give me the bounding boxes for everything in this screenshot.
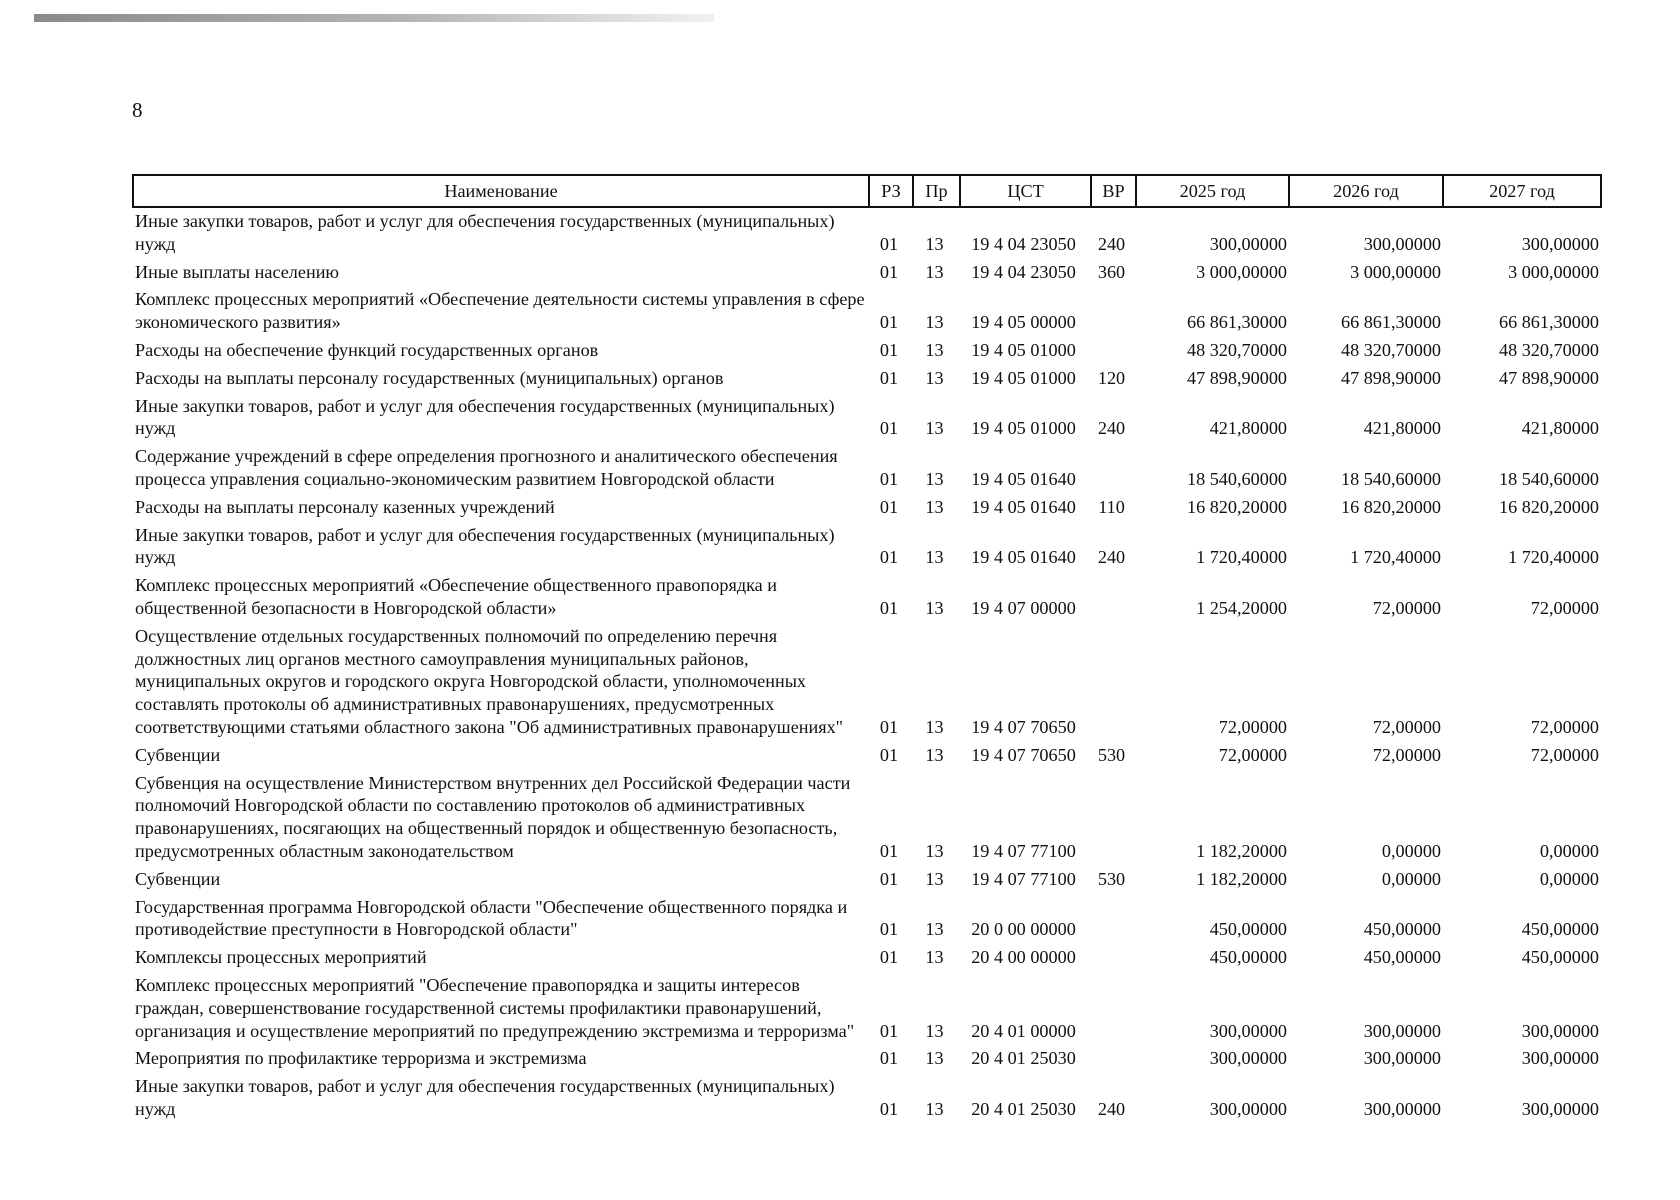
cell-vr: 360 xyxy=(1097,261,1126,282)
cell-2025: 1 720,40000 xyxy=(1196,547,1287,568)
cell-cst: 19 4 04 23050 xyxy=(971,261,1076,282)
cell-cst: 19 4 07 77100 xyxy=(971,840,1076,861)
table-row xyxy=(133,744,1601,772)
cell-2025: 421,80000 xyxy=(1209,418,1287,439)
table-row xyxy=(133,288,1601,339)
cell-name: Расходы на выплаты персоналу государственных (муниципальных) органов xyxy=(135,367,724,388)
cell-2025: 66 861,30000 xyxy=(1186,312,1287,333)
cell-2027: 450,00000 xyxy=(1521,947,1599,968)
page-number: 8 xyxy=(132,98,143,122)
cell-rz: 01 xyxy=(879,468,899,489)
cell-rz: 01 xyxy=(879,1048,899,1069)
cell-2026: 72,00000 xyxy=(1372,716,1441,737)
cell-name: Иные закупки товаров, работ и услуг для обеспечения государственных (муниципальных) нужд xyxy=(135,395,835,439)
cell-cst: 19 4 05 01640 xyxy=(971,468,1076,489)
cell-2026: 72,00000 xyxy=(1372,597,1441,618)
cell-rz: 01 xyxy=(879,840,899,861)
cell-vr: 240 xyxy=(1097,547,1126,568)
cell-rz: 01 xyxy=(879,496,899,517)
cell-vr: 530 xyxy=(1097,868,1126,889)
cell-cst: 19 4 07 70650 xyxy=(971,744,1076,765)
cell-pr: 13 xyxy=(925,233,944,254)
header-2025: 2025 год xyxy=(1136,175,1289,207)
cell-rz: 01 xyxy=(879,597,899,618)
cell-name: Расходы на обеспечение функций государственных органов xyxy=(135,339,599,360)
cell-2026: 0,00000 xyxy=(1381,868,1441,889)
cell-vr: 240 xyxy=(1097,233,1126,254)
cell-cst: 19 4 05 00000 xyxy=(971,312,1076,333)
cell-2026: 72,00000 xyxy=(1372,744,1441,765)
cell-pr: 13 xyxy=(925,1098,944,1119)
table-row xyxy=(133,496,1601,524)
cell-name: Иные закупки товаров, работ и услуг для обеспечения государственных (муниципальных) нужд xyxy=(135,211,835,254)
cell-pr: 13 xyxy=(925,367,944,388)
cell-cst: 20 4 01 25030 xyxy=(971,1098,1076,1119)
cell-2026: 450,00000 xyxy=(1363,919,1441,940)
cell-pr: 13 xyxy=(925,716,944,737)
cell-cst: 19 4 05 01640 xyxy=(971,496,1076,517)
cell-cst: 19 4 05 01000 xyxy=(971,367,1076,388)
cell-vr xyxy=(1091,896,1136,947)
cell-name: Субвенции xyxy=(135,868,221,889)
cell-2025: 47 898,90000 xyxy=(1186,367,1287,388)
cell-2026: 3 000,00000 xyxy=(1350,261,1441,282)
table-row xyxy=(133,974,1601,1047)
cell-2027: 0,00000 xyxy=(1539,868,1599,889)
cell-vr xyxy=(1091,974,1136,1047)
cell-cst: 20 4 01 00000 xyxy=(971,1020,1076,1041)
table-row xyxy=(133,207,1601,261)
cell-rz: 01 xyxy=(879,947,899,968)
table-row xyxy=(133,261,1601,289)
header-row xyxy=(133,175,1601,207)
cell-rz: 01 xyxy=(879,233,899,254)
cell-2026: 300,00000 xyxy=(1363,1020,1441,1041)
cell-2026: 0,00000 xyxy=(1381,840,1441,861)
table-row xyxy=(133,1047,1601,1075)
cell-name: Комплекс процессных мероприятий «Обеспечение общественного правопорядка и общественной безопасности в Новгородской области» xyxy=(135,575,778,618)
cell-rz: 01 xyxy=(879,744,899,765)
cell-2027: 72,00000 xyxy=(1530,716,1599,737)
cell-cst: 19 4 07 77100 xyxy=(971,868,1076,889)
header-vr: ВР xyxy=(1091,175,1136,207)
cell-2027: 48 320,70000 xyxy=(1498,339,1599,360)
cell-2025: 1 254,20000 xyxy=(1196,597,1287,618)
cell-pr: 13 xyxy=(925,1020,944,1041)
cell-pr: 13 xyxy=(925,496,944,517)
cell-rz: 01 xyxy=(879,367,899,388)
cell-rz: 01 xyxy=(879,312,899,333)
cell-pr: 13 xyxy=(925,868,944,889)
cell-name: Субвенции xyxy=(135,744,221,765)
cell-rz: 01 xyxy=(879,418,899,439)
cell-name: Иные закупки товаров, работ и услуг для обеспечения государственных (муниципальных) нужд xyxy=(135,1076,835,1119)
cell-name: Иные закупки товаров, работ и услуг для обеспечения государственных (муниципальных) нужд xyxy=(135,524,835,568)
cell-rz: 01 xyxy=(879,919,899,940)
cell-name: Мероприятия по профилактике терроризма и экстремизма xyxy=(135,1048,587,1069)
cell-pr: 13 xyxy=(925,261,944,282)
cell-vr xyxy=(1091,1047,1136,1075)
cell-vr xyxy=(1091,574,1136,625)
cell-cst: 19 4 07 70650 xyxy=(971,716,1076,737)
cell-2026: 300,00000 xyxy=(1363,233,1441,254)
table-row xyxy=(133,367,1601,395)
cell-vr: 110 xyxy=(1098,496,1125,517)
cell-cst: 19 4 07 00000 xyxy=(971,597,1076,618)
header-pr: Пр xyxy=(913,175,960,207)
header-2027: 2027 год xyxy=(1443,175,1601,207)
cell-pr: 13 xyxy=(925,468,944,489)
cell-2025: 1 182,20000 xyxy=(1196,868,1287,889)
table-row xyxy=(133,625,1601,744)
cell-2027: 300,00000 xyxy=(1521,1048,1599,1069)
cell-name: Комплекс процессных мероприятий "Обеспечение правопорядка и защиты интересов граждан, совершенствование государственной системы профилактики правонарушений, организация и осуществление мероприятий по предупреждению экстремизма и терроризма" xyxy=(135,974,855,1041)
cell-name: Комплекс процессных мероприятий «Обеспечение деятельности системы управления в сфере экономического развития» xyxy=(135,289,865,333)
cell-pr: 13 xyxy=(925,339,944,360)
cell-2025: 450,00000 xyxy=(1209,947,1287,968)
cell-pr: 13 xyxy=(925,1048,944,1069)
cell-vr xyxy=(1091,445,1136,496)
cell-pr: 13 xyxy=(925,744,944,765)
cell-2027: 18 540,60000 xyxy=(1498,468,1599,489)
cell-2027: 1 720,40000 xyxy=(1508,547,1599,568)
cell-2026: 47 898,90000 xyxy=(1340,367,1441,388)
cell-2027: 66 861,30000 xyxy=(1498,312,1599,333)
cell-cst: 19 4 05 01000 xyxy=(971,418,1076,439)
cell-2026: 300,00000 xyxy=(1363,1098,1441,1119)
table-row xyxy=(133,445,1601,496)
cell-cst: 19 4 05 01000 xyxy=(971,339,1076,360)
cell-2026: 16 820,20000 xyxy=(1340,496,1441,517)
cell-2026: 18 540,60000 xyxy=(1340,468,1441,489)
cell-vr: 120 xyxy=(1097,367,1126,388)
cell-cst: 20 4 01 25030 xyxy=(971,1048,1076,1069)
cell-vr xyxy=(1091,288,1136,339)
cell-2026: 1 720,40000 xyxy=(1350,547,1441,568)
table-row xyxy=(133,524,1601,575)
cell-name: Иные выплаты населению xyxy=(135,261,340,282)
cell-2025: 16 820,20000 xyxy=(1186,496,1287,517)
cell-cst: 19 4 05 01640 xyxy=(971,547,1076,568)
cell-2025: 300,00000 xyxy=(1209,1098,1287,1119)
cell-2027: 300,00000 xyxy=(1521,1020,1599,1041)
table-row xyxy=(133,772,1601,868)
cell-rz: 01 xyxy=(879,261,899,282)
cell-2027: 72,00000 xyxy=(1530,597,1599,618)
cell-2025: 72,00000 xyxy=(1218,716,1287,737)
cell-2025: 18 540,60000 xyxy=(1186,468,1287,489)
cell-2027: 72,00000 xyxy=(1530,744,1599,765)
cell-pr: 13 xyxy=(925,919,944,940)
cell-cst: 20 0 00 00000 xyxy=(971,919,1076,940)
table-header xyxy=(133,175,1601,207)
cell-2025: 48 320,70000 xyxy=(1186,339,1287,360)
cell-2026: 450,00000 xyxy=(1363,947,1441,968)
cell-rz: 01 xyxy=(879,1020,899,1041)
cell-rz: 01 xyxy=(879,868,899,889)
table-body xyxy=(133,207,1601,1126)
cell-vr: 240 xyxy=(1097,1098,1126,1119)
cell-cst: 19 4 04 23050 xyxy=(971,233,1076,254)
table-row xyxy=(133,395,1601,446)
table-row xyxy=(133,868,1601,896)
cell-vr xyxy=(1091,339,1136,367)
table-row xyxy=(133,896,1601,947)
cell-vr xyxy=(1091,772,1136,868)
cell-pr: 13 xyxy=(925,597,944,618)
cell-vr: 530 xyxy=(1097,744,1126,765)
cell-cst: 20 4 00 00000 xyxy=(971,947,1076,968)
cell-2026: 421,80000 xyxy=(1363,418,1441,439)
cell-vr xyxy=(1091,625,1136,744)
cell-pr: 13 xyxy=(925,840,944,861)
cell-pr: 13 xyxy=(925,312,944,333)
cell-2027: 421,80000 xyxy=(1521,418,1599,439)
header-cst: ЦСТ xyxy=(960,175,1091,207)
cell-name: Комплексы процессных мероприятий xyxy=(135,947,427,968)
cell-2026: 300,00000 xyxy=(1363,1048,1441,1069)
budget-table xyxy=(132,174,1602,1126)
header-name: Наименование xyxy=(133,175,869,207)
cell-2025: 3 000,00000 xyxy=(1196,261,1287,282)
cell-pr: 13 xyxy=(925,547,944,568)
cell-2027: 47 898,90000 xyxy=(1498,367,1599,388)
cell-2027: 3 000,00000 xyxy=(1508,261,1599,282)
cell-name: Осуществление отдельных государственных полномочий по определению перечня должностных лиц органов местного самоуправления муниципальных районов, муниципальных округов и городского округа Новгородской области, уполномоченных составлять протоколы об административных правонарушениях, предусмотренных соответствующими статьями областного закона "Об административных правонарушениях" xyxy=(135,625,844,737)
cell-2027: 300,00000 xyxy=(1521,1098,1599,1119)
table-row xyxy=(133,339,1601,367)
cell-2025: 300,00000 xyxy=(1209,1020,1287,1041)
cell-2027: 0,00000 xyxy=(1539,840,1599,861)
cell-2026: 48 320,70000 xyxy=(1340,339,1441,360)
cell-name: Содержание учреждений в сфере определения прогнозного и аналитического обеспечения процесса управления социально-экономическим развитием Новгородской области xyxy=(135,446,838,489)
cell-rz: 01 xyxy=(879,547,899,568)
cell-2025: 72,00000 xyxy=(1218,744,1287,765)
cell-rz: 01 xyxy=(879,339,899,360)
cell-pr: 13 xyxy=(925,418,944,439)
table-row xyxy=(133,946,1601,974)
cell-2025: 1 182,20000 xyxy=(1196,840,1287,861)
cell-rz: 01 xyxy=(879,716,899,737)
cell-name: Субвенция на осуществление Министерством внутренних дел Российской Федерации части полномочий Новгородской области по составлению протоколов об административных правонарушениях, посягающих на общественный порядок и общественную безопасность, предусмотренных областным законодательством xyxy=(135,772,851,861)
cell-vr: 240 xyxy=(1097,418,1126,439)
table-row xyxy=(133,574,1601,625)
cell-vr xyxy=(1091,946,1136,974)
cell-name: Государственная программа Новгородской области "Обеспечение общественного порядка и противодействие преступности в Новгородской области" xyxy=(135,896,848,940)
cell-2025: 300,00000 xyxy=(1209,1048,1287,1069)
cell-2026: 66 861,30000 xyxy=(1340,312,1441,333)
cell-2027: 300,00000 xyxy=(1521,233,1599,254)
cell-name: Расходы на выплаты персоналу казенных учреждений xyxy=(135,496,555,517)
cell-2027: 16 820,20000 xyxy=(1498,496,1599,517)
scan-edge-artifact xyxy=(34,14,714,22)
cell-rz: 01 xyxy=(879,1098,899,1119)
header-2026: 2026 год xyxy=(1289,175,1443,207)
header-rz: РЗ xyxy=(869,175,913,207)
cell-2025: 450,00000 xyxy=(1209,919,1287,940)
cell-2027: 450,00000 xyxy=(1521,919,1599,940)
cell-pr: 13 xyxy=(925,947,944,968)
cell-2025: 300,00000 xyxy=(1209,233,1287,254)
table-row xyxy=(133,1075,1601,1126)
